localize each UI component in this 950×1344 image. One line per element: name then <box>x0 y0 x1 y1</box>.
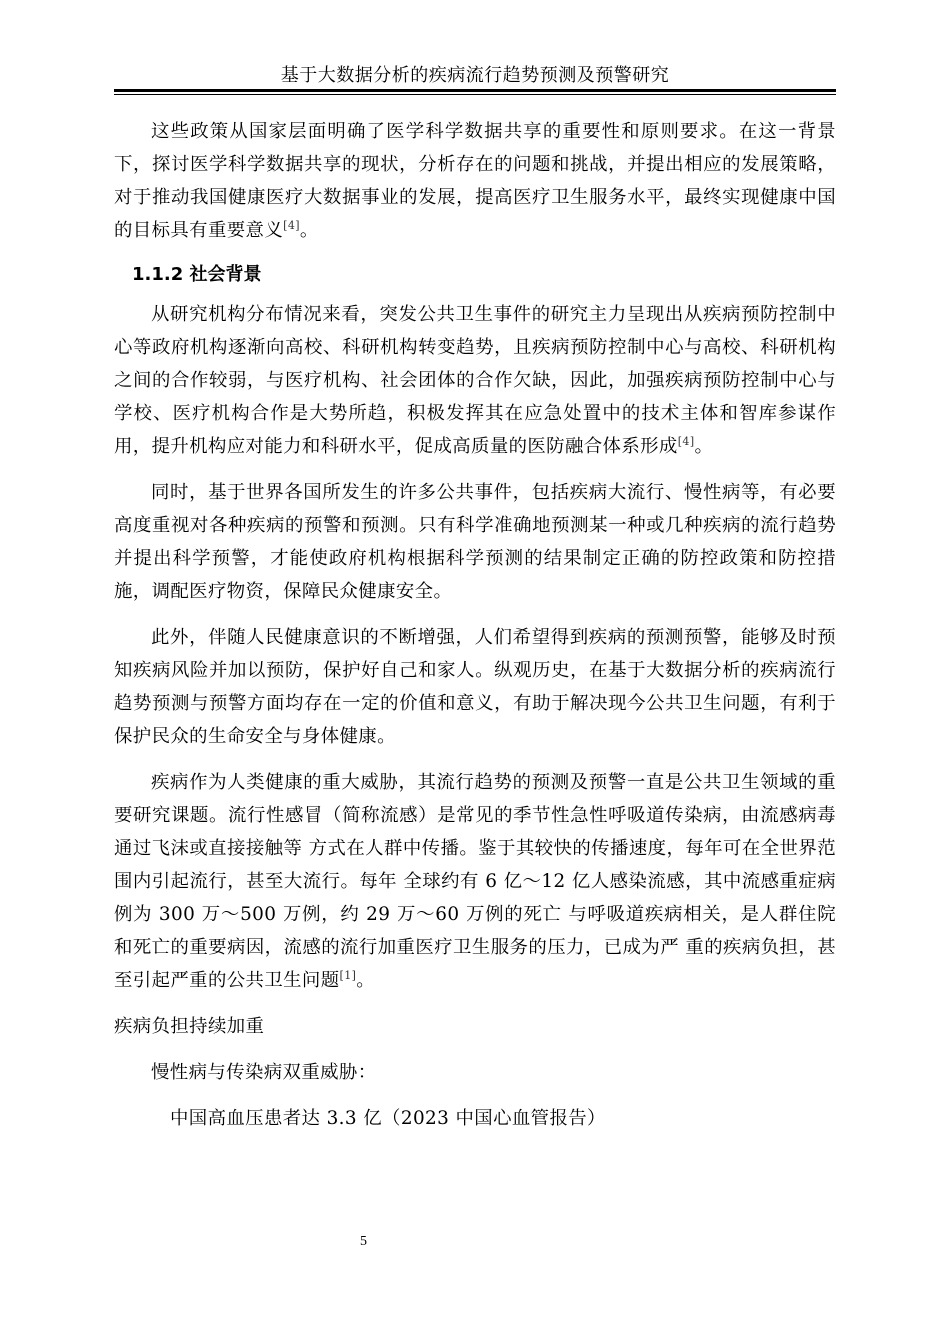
paragraph-policy-significance: 这些政策从国家层面明确了医学科学数据共享的重要性和原则要求。在这一背景下，探讨医学科学数据共享的现状，分析存在的问题和挑战，并提出相应的发展策略，对于推动我国健康医疗大数据事业的发展，提高医疗卫生服务水平，最终实现健康中国的目标具有重要意义[4]。 <box>114 121 836 241</box>
running-header: 基于大数据分析的疾病流行趋势预测及预警研究 <box>280 65 670 86</box>
line-disease-burden: 疾病负担持续加重 <box>114 1016 265 1037</box>
header-rule-thin <box>114 94 836 95</box>
line-hypertension-stat: 中国高血压患者达 3.3 亿（2023 中国心血管报告） <box>170 1108 606 1129</box>
paragraph-global-events: 同时，基于世界各国所发生的许多公共事件，包括疾病大流行、慢性病等，有必要高度重视对各种疾病的预警和预测。只有科学准确地预测某一种或几种疾病的流行趋势并提出科学预警，才能使政府机构根据科学预测的结果制定正确的防控政策和防控措施，调配医疗物资，保障民众健康安全。 <box>114 482 836 602</box>
section-heading: 1.1.2 社会背景 <box>132 264 262 285</box>
citation-ref: [4] <box>283 219 300 232</box>
line-dual-threat: 慢性病与传染病双重威胁： <box>151 1062 377 1083</box>
citation-ref: [4] <box>677 435 695 448</box>
header-rule-thick <box>114 89 836 92</box>
paragraph-health-awareness: 此外，伴随人民健康意识的不断增强，人们希望得到疾病的预测预警，能够及时预知疾病风险并加以预防，保护好自己和家人。纵观历史，在基于大数据分析的疾病流行趋势预测与预警方面均存在一定的价值和意义，有助于解决现今公共卫生问题，有利于保护民众的生命安全与身体健康。 <box>114 627 836 747</box>
citation-ref: [1] <box>339 969 357 982</box>
page-number: 5 <box>360 1234 367 1249</box>
paragraph-influenza: 疾病作为人类健康的重大威胁，其流行趋势的预测及预警一直是公共卫生领域的重要研究课题。流行性感冒（简称流感）是常见的季节性急性呼吸道传染病，由流感病毒通过飞沫或直接接触等 方式在人群中传播。鉴于其较快的传播速度，每年可在全世界范围内引起流行，甚至大流行。每年 全球约有 6 亿～12 亿人感染流感，其中流感重症病例为 300 万～500 万例，约 29 万～60 万例的死亡 与呼吸道疾病相关，是人群住院和死亡的重要病因，流感的流行加重医疗卫生服务的压力，已成为严 重的疾病负担，甚至引起严重的公共卫生问题[1]。 <box>114 772 836 991</box>
body-text <box>114 115 836 1135</box>
paragraph-research-institutions: 从研究机构分布情况来看，突发公共卫生事件的研究主力呈现出从疾病预防控制中心等政府机构逐渐向高校、科研机构转变趋势，且疾病预防控制中心与高校、科研机构之间的合作较弱，与医疗机构、社会团体的合作欠缺，因此，加强疾病预防控制中心与学校、医疗机构合作是大势所趋，积极发挥其在应急处置中的技术主体和智库参谋作用，提升机构应对能力和科研水平，促成高质量的医防融合体系形成[4]。 <box>114 304 836 457</box>
